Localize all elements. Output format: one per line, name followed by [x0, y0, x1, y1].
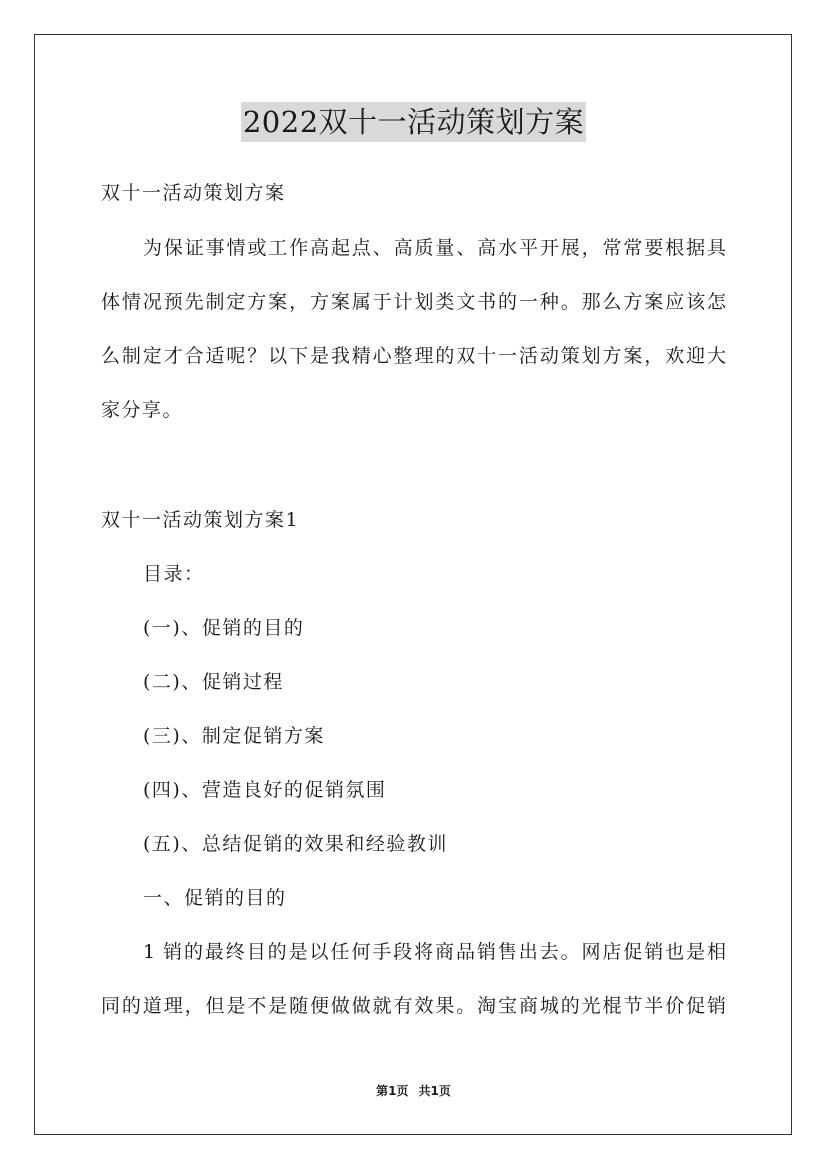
part-heading: 一、促销的目的 — [143, 887, 287, 909]
page-total: 共1页 — [418, 1084, 451, 1098]
toc-item: (五)、总结促销的效果和经验教训 — [143, 833, 448, 855]
document-title: 2022双十一活动策划方案 — [241, 102, 586, 142]
body-line: 同的道理，但是不是随便做做就有效果。淘宝商城的光棍节半价促销 — [101, 995, 726, 1017]
body-line: 1 销的最终目的是以任何手段将商品销售出去。网店促销也是相 — [143, 941, 726, 963]
intro-line: 体情况预先制定方案，方案属于计划类文书的一种。那么方案应该怎 — [101, 291, 726, 313]
toc-item: (二)、促销过程 — [143, 671, 284, 693]
page-footer — [0, 1083, 827, 1099]
page-number: 第1页 — [376, 1084, 409, 1098]
intro-line: 家分享。 — [101, 399, 184, 421]
title-container — [0, 102, 827, 142]
toc-label: 目录： — [143, 563, 205, 585]
toc-item: (三)、制定促销方案 — [143, 725, 325, 747]
toc-item: (一)、促销的目的 — [143, 617, 305, 639]
toc-item: (四)、营造良好的促销氛围 — [143, 779, 387, 801]
section-heading: 双十一活动策划方案1 — [101, 509, 300, 531]
intro-line: 么制定才合适呢？以下是我精心整理的双十一活动策划方案，欢迎大 — [101, 345, 726, 367]
document-subtitle: 双十一活动策划方案 — [101, 182, 286, 204]
intro-line: 为保证事情或工作高起点、高质量、高水平开展，常常要根据具 — [143, 237, 726, 259]
